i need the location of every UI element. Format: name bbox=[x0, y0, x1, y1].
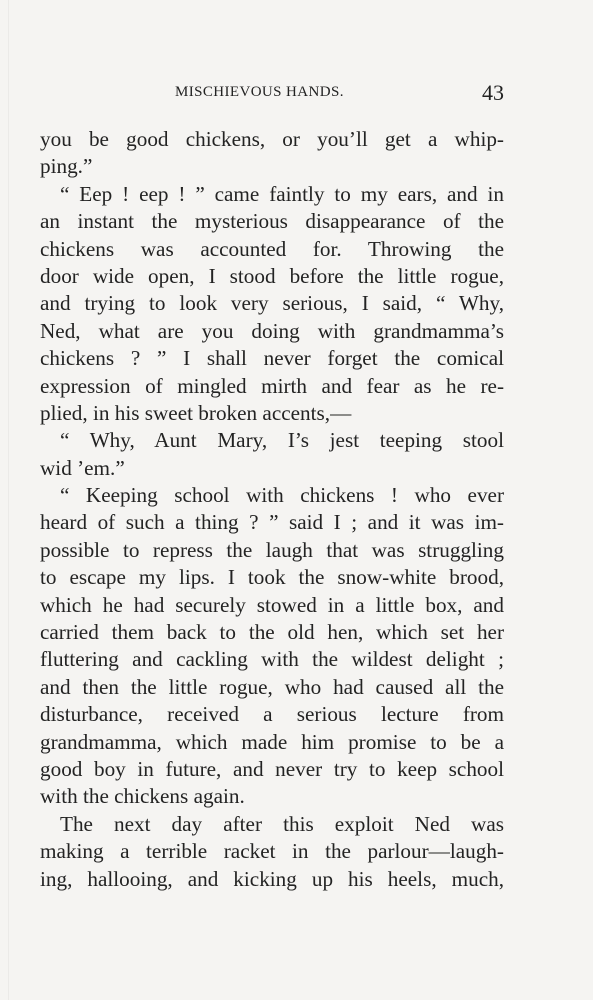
text-line: heard of such a thing ? ” said I ; and it was im- bbox=[40, 510, 504, 535]
text-line: chickens was accounted for. Throwing the bbox=[40, 236, 504, 261]
page-number: 43 bbox=[482, 80, 504, 105]
text-line: making a terrible racket in the parlour—laugh- bbox=[40, 839, 504, 864]
text-line: carried them back to the old hen, which set her bbox=[40, 620, 504, 645]
page-header bbox=[40, 82, 504, 106]
text-line: chickens ? ” I shall never forget the comical bbox=[40, 346, 504, 371]
text-line: expression of mingled mirth and fear as he re- bbox=[40, 373, 504, 398]
text-line: which he had securely stowed in a little box, and bbox=[40, 592, 504, 617]
text-line: to escape my lips. I took the snow-white brood, bbox=[40, 565, 504, 590]
text-line: disturbance, received a serious lecture from bbox=[40, 702, 504, 727]
text-line: good boy in future, and never try to keep school bbox=[40, 756, 504, 781]
text-line: “ Why, Aunt Mary, I’s jest teeping stool bbox=[60, 428, 504, 453]
text-line: Ned, what are you doing with grandmamma’s bbox=[40, 318, 504, 343]
running-title: MISCHIEVOUS HANDS. bbox=[175, 84, 344, 100]
page-fold-shadow bbox=[8, 0, 9, 1000]
text-line: ing, hallooing, and kicking up his heels, much, bbox=[40, 866, 504, 891]
text-line: you be good chickens, or you’ll get a whip- bbox=[40, 127, 504, 151]
body-text bbox=[40, 126, 504, 893]
text-line: an instant the mysterious disappearance of the bbox=[40, 209, 504, 234]
text-line: with the chickens again. bbox=[40, 784, 245, 809]
text-line: grandmamma, which made him promise to be a bbox=[40, 729, 504, 754]
text-line: “ Keeping school with chickens ! who ever bbox=[60, 483, 504, 508]
text-line: ping.” bbox=[40, 154, 93, 179]
text-line: and then the little rogue, who had caused all the bbox=[40, 674, 504, 699]
text-line: wid ’em.” bbox=[40, 455, 125, 480]
text-line: “ Eep ! eep ! ” came faintly to my ears, and in bbox=[60, 181, 504, 206]
text-line: and trying to look very serious, I said, “ Why, bbox=[40, 291, 504, 316]
text-line: door wide open, I stood before the little rogue, bbox=[40, 263, 504, 288]
text-line: plied, in his sweet broken accents,— bbox=[40, 400, 352, 425]
text-line: fluttering and cackling with the wildest delight ; bbox=[40, 647, 504, 672]
text-line: possible to repress the laugh that was struggling bbox=[40, 537, 504, 562]
text-line: The next day after this exploit Ned was bbox=[60, 811, 504, 836]
